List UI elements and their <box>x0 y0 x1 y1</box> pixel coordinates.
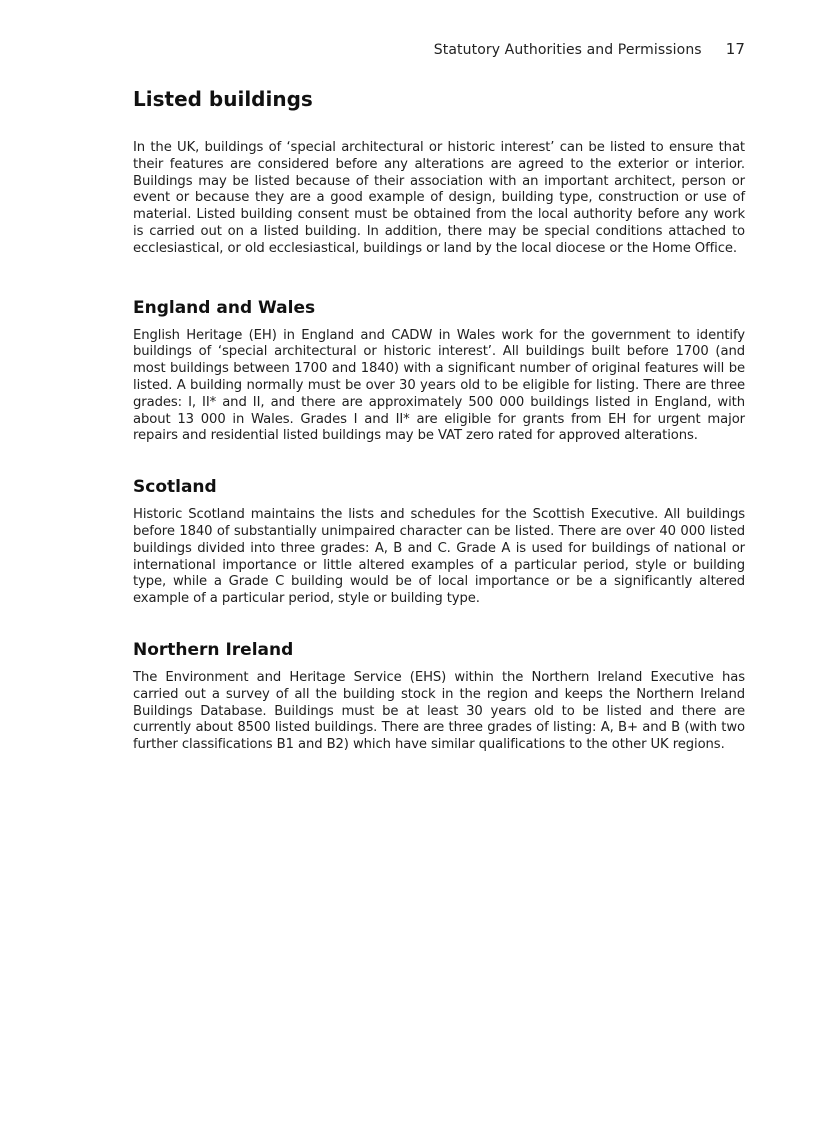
running-title: Statutory Authorities and Permissions <box>433 42 702 58</box>
section-heading: Scotland <box>133 477 217 498</box>
running-header <box>133 40 745 58</box>
section-heading: Listed buildings <box>133 87 313 111</box>
section-heading: Northern Ireland <box>133 639 294 660</box>
section-england-and-wales <box>133 296 745 446</box>
section-paragraph: In the UK, buildings of ‘special architectural or historic interest’ can be listed to ensure that their features are considered before any alterations are agreed to the exterior or interior. Buildings may be listed because of their association with an important architect, person or event or because they are a good example of design, building type, construction or use of material. Listed building consent must be obtained from the local authority before any work is carried out on a listed building. In addition, there may be special conditions attached to ecclesiastical, or old ecclesiastical, buildings or land by the local diocese or the Home Office. <box>133 140 745 256</box>
page-content <box>133 86 745 784</box>
section-listed-buildings <box>133 86 745 258</box>
section-scotland <box>133 475 745 608</box>
section-northern-ireland <box>133 638 745 754</box>
section-paragraph: The Environment and Heritage Service (EHS) within the Northern Ireland Executive has carried out a survey of all the building stock in the region and keeps the Northern Ireland Buildings Database. Buildings must be at least 30 years old to be listed and there are currently about 8500 listed buildings. There are three grades of listing: A, B+ and B (with two further classifications B1 and B2) which have similar qualifications to the other UK regions. <box>133 669 745 753</box>
page-number: 17 <box>725 40 745 58</box>
section-heading: England and Wales <box>133 297 316 318</box>
section-paragraph: English Heritage (EH) in England and CADW in Wales work for the government to identify buildings of ‘special architectural or historic interest’. All buildings built before 1700 (and most buildings between 1700 and 1840) with a significant number of original features will be listed. A building normally must be over 30 years old to be eligible for listing. There are three grades: I, II* and II, and there are approximately 500 000 buildings listed in England, with about 13 000 in Wales. Grades I and II* are eligible for grants from EH for urgent major repairs and residential listed buildings may be VAT zero rated for approved alterations. <box>133 327 745 444</box>
section-paragraph: Historic Scotland maintains the lists and schedules for the Scottish Executive. All buildings before 1840 of substantially unimpaired character can be listed. There are over 40 000 listed buildings divided into three grades: A, B and C. Grade A is used for buildings of national or international importance or little altered examples of a particular period, style or building type, while a Grade C building would be of local importance or be a significantly altered example of a particular period, style or building type. <box>133 507 745 607</box>
